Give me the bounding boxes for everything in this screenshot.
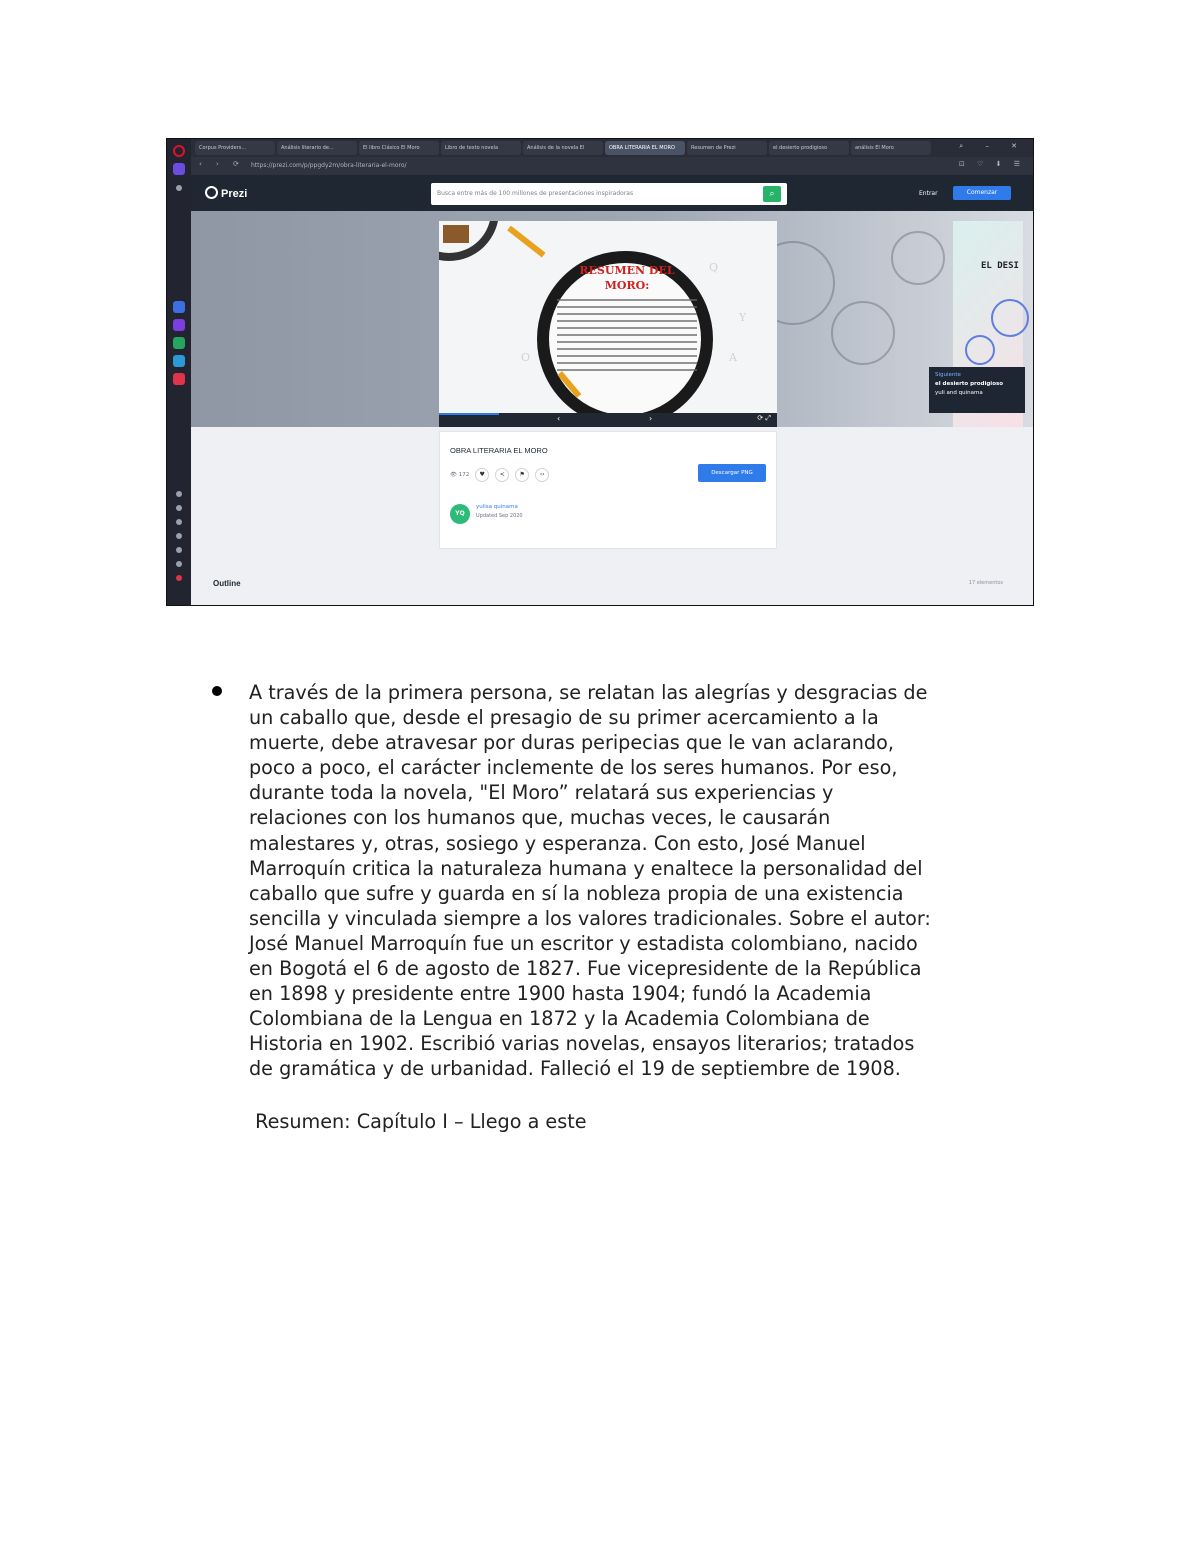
outline-count: 17 elementos [968,580,1003,586]
arrow-decoration [507,226,545,258]
decorative-circle [831,301,895,365]
share-icon[interactable]: < [495,468,509,482]
nav-arrows-icon[interactable]: ‹ › ⟳ [199,160,245,168]
browser-tab[interactable]: el desierto prodigioso [769,141,849,155]
opera-logo-icon [173,145,185,157]
avatar[interactable]: YQ [450,504,470,524]
views-value: 172 [458,472,470,478]
extensions-icon[interactable]: ⊡ ♡ ⬇ ☰ [959,160,1025,168]
presentation-info-card [439,431,777,549]
thumbnail-circle [965,335,995,365]
browser-tab-active[interactable]: OBRA LITERARIA EL MORO [605,141,685,155]
home-icon[interactable] [176,185,182,191]
box-icon[interactable] [176,533,182,539]
browser-tab[interactable]: Resumen de Prezi [687,141,767,155]
tooltip-title: el desierto prodigioso [935,381,1004,387]
like-icon[interactable]: ♥ [475,468,489,482]
bullet-icon [212,686,222,696]
thumbnail-circle [991,299,1029,337]
flag-icon[interactable]: ⚑ [515,468,529,482]
presentation-stats [450,468,549,482]
letter-decoration: Y [739,311,747,324]
views-count: 👁 172 [450,472,470,478]
embed-icon[interactable]: ‹› [535,468,549,482]
slide-text-block [557,299,697,376]
search-icon[interactable]: ⌕ [763,186,781,202]
search-input[interactable]: Busca entre más de 100 millones de presentaciones inspiradoras [437,190,634,197]
settings-icon[interactable] [176,547,182,553]
signup-button[interactable]: Comenzar [953,186,1011,200]
embedded-screenshot [166,138,1034,606]
address-bar [191,157,1033,175]
send-icon[interactable] [176,505,182,511]
presentation-slide[interactable] [439,221,777,413]
slide-ring-decoration [439,221,499,261]
summary-line: Resumen: Capítulo I – Llego a este [249,1110,587,1133]
browser-tab[interactable]: Análisis literario de... [277,141,357,155]
browser-tab[interactable]: El libro Clásico El Moro [359,141,439,155]
next-slide-icon[interactable]: › [649,414,653,423]
clock-icon[interactable] [176,519,182,525]
browser-tab[interactable]: Análisis de la novela El [523,141,603,155]
telegram-icon[interactable] [173,355,185,367]
heart-icon[interactable] [176,575,182,581]
login-link[interactable]: Entrar [919,190,938,197]
bulb-icon[interactable] [176,561,182,567]
browser-tab[interactable]: análisis El Moro [851,141,931,155]
sidebar-app-icon[interactable] [173,301,185,313]
slide-title: RESUMEN DEL MORO: [579,264,675,292]
updated-date: Updated Sep 2020 [476,513,523,519]
pocket-icon[interactable] [173,373,185,385]
prezi-logo-text: Prezi [221,188,248,200]
url-field[interactable]: https://prezi.com/p/ppgdy2m/obra-literaria-el-moro/ [251,162,407,169]
download-button[interactable]: Descargar PNG [698,464,766,482]
prezi-logo[interactable] [205,186,247,200]
slide-progress [439,413,499,415]
browser-tab[interactable]: Corpus Providers... [195,141,275,155]
thumbnail-title: EL DESI [981,261,1019,271]
previous-slide-icon[interactable]: ‹ [557,414,561,423]
slide-controls [439,413,777,427]
prezi-header [191,175,1033,211]
window-controls-icon[interactable]: ⌕ – ✕ [959,142,1027,150]
browser-tab[interactable]: Libro de texto novela [441,141,521,155]
next-presentation-tooltip[interactable] [929,367,1025,413]
prezi-logo-icon [205,186,218,199]
sidebar-app-icon[interactable] [173,163,185,175]
body-paragraph: A través de la primera persona, se relatan las alegrías y desgracias de un caballo que, desde el presagio de su primer acercamiento a la muerte, debe atravesar por duras peripecias que le van aclarando, poco a poco, el carácter inclemente de los seres humanos. Por eso, durante toda la novela, "El Moro” relatará sus experiencias y relaciones con los humanos que, muchas veces, le causarán malestares y, otras, sosiego y esperanza. Con esto, José Manuel Marroquín critica la naturaleza humana y enaltece la personalidad del caballo que sufre y guarda en sí la nobleza propia de una existencia sencilla y vinculada siempre a los valores tradicionales. Sobre el autor: José Manuel Marroquín fue un escritor y estadista colombiano, nacido en Bogotá el 6 de agosto de 1827. Fue vicepresidente de la República en 1898 y presidente entre 1900 hasta 1904; fundó la Academia Colombiana de la Lengua en 1872 y la Academia Colombiana de Historia en 1902. Escribió varias novelas, ensayos literarios; tratados de gramática y de urbanidad. Falleció el 19 de septiembre de 1908. [249,681,931,1081]
fullscreen-icon[interactable]: ⟳ ⤢ [757,414,771,422]
search-box [431,183,787,205]
browser-tab-strip [191,139,1033,157]
browser-sidebar [167,139,191,605]
letter-decoration: Q [709,261,719,274]
letter-decoration: A [729,351,737,364]
history-icon[interactable] [176,491,182,497]
whatsapp-icon[interactable] [173,337,185,349]
tooltip-label: Siguiente [935,372,961,378]
presentation-title: OBRA LITERARIA EL MORO [450,446,548,455]
outline-heading: Outline [213,579,241,588]
decorative-circle [891,231,945,285]
author-name[interactable]: yulisa quinama [476,504,518,510]
tooltip-author: yuli and quinama [935,390,983,396]
messenger-icon[interactable] [173,319,185,331]
letter-decoration: O [521,351,531,364]
